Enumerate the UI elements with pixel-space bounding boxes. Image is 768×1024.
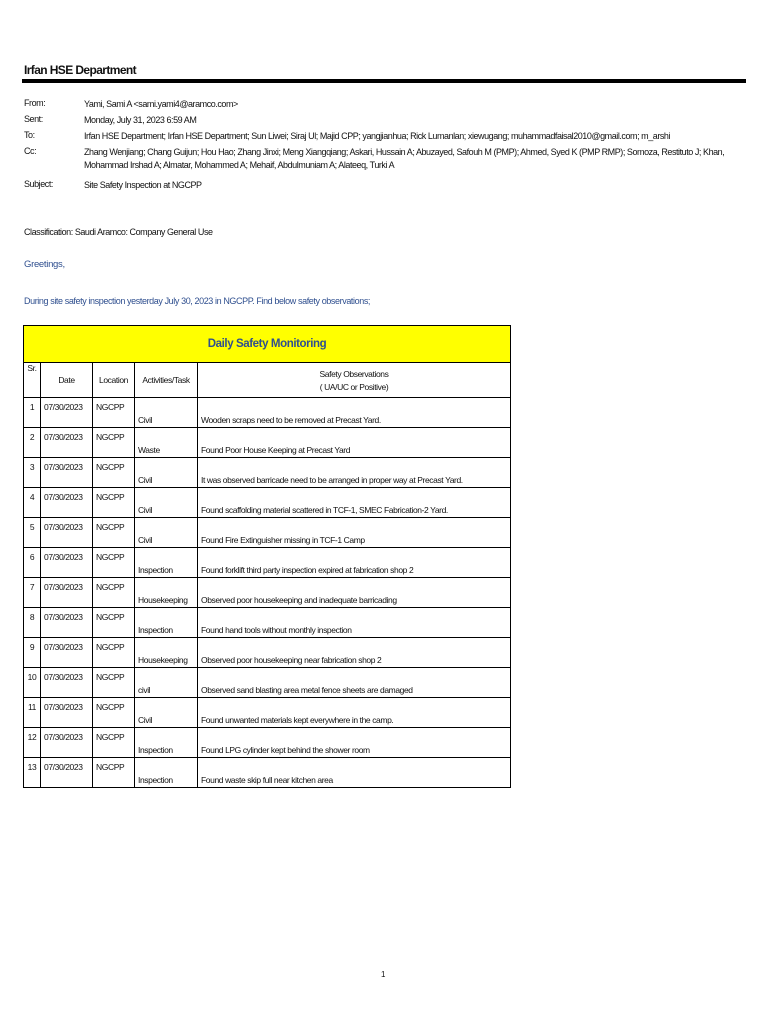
header-observation [198,363,511,398]
row-location: NGCPP [93,668,135,698]
row-activity: Housekeeping [135,638,198,668]
row-observation: Observed poor housekeeping near fabrication shop 2 [198,638,511,668]
row-date: 07/30/2023 [41,608,93,638]
to-value: Irfan HSE Department; Irfan HSE Department; Sun Liwei; Siraj Ul; Majid CPP; yangjianhua; Rick Lumanlan; xiewugang; muhammadfaisal2010@gmail.com; m_arshi [84,131,671,141]
row-sr: 8 [24,608,41,638]
row-activity: Waste [135,428,198,458]
row-date: 07/30/2023 [41,578,93,608]
row-sr: 9 [24,638,41,668]
table-row [24,458,511,488]
row-activity: Inspection [135,548,198,578]
row-activity: Housekeeping [135,578,198,608]
row-observation: Found hand tools without monthly inspection [198,608,511,638]
table-row [24,608,511,638]
row-location: NGCPP [93,518,135,548]
row-location: NGCPP [93,698,135,728]
row-date: 07/30/2023 [41,488,93,518]
row-observation: Found unwanted materials kept everywhere in the camp. [198,698,511,728]
header-activity: Activities/Task [135,363,198,398]
row-observation: Found LPG cylinder kept behind the shower room [198,728,511,758]
row-sr: 1 [24,398,41,428]
table-row [24,548,511,578]
row-date: 07/30/2023 [41,398,93,428]
table-row [24,428,511,458]
row-date: 07/30/2023 [41,458,93,488]
row-location: NGCPP [93,638,135,668]
row-activity: civil [135,668,198,698]
row-observation: It was observed barricade need to be arranged in proper way at Precast Yard. [198,458,511,488]
row-date: 07/30/2023 [41,698,93,728]
table-body [24,398,511,788]
row-observation: Found scaffolding material scattered in TCF-1, SMEC Fabrication-2 Yard. [198,488,511,518]
intro-text: During site safety inspection yesterday July 30, 2023 in NGCPP. Find below safety observations; [24,296,371,306]
row-sr: 13 [24,758,41,788]
row-date: 07/30/2023 [41,428,93,458]
cc-label: Cc: [24,146,37,156]
page-number: 1 [381,970,386,979]
table-row [24,518,511,548]
row-activity: Civil [135,698,198,728]
subject-label: Subject: [24,179,53,189]
row-observation: Found forklift third party inspection expired at fabrication shop 2 [198,548,511,578]
row-location: NGCPP [93,398,135,428]
from-label: From: [24,98,46,108]
row-observation: Observed sand blasting area metal fence sheets are damaged [198,668,511,698]
row-sr: 11 [24,698,41,728]
table-row [24,758,511,788]
row-activity: Civil [135,398,198,428]
classification-text: Classification: Saudi Aramco: Company General Use [24,227,213,237]
row-location: NGCPP [93,458,135,488]
table-row [24,488,511,518]
row-activity: Civil [135,518,198,548]
row-observation: Found Poor House Keeping at Precast Yard [198,428,511,458]
row-location: NGCPP [93,728,135,758]
safety-monitoring-table [23,325,511,788]
row-date: 07/30/2023 [41,548,93,578]
header-location: Location [93,363,135,398]
row-date: 07/30/2023 [41,518,93,548]
table-row [24,728,511,758]
row-sr: 10 [24,668,41,698]
header-observation-line2: ( UA/UC or Positive) [319,381,389,392]
row-activity: Inspection [135,728,198,758]
row-sr: 4 [24,488,41,518]
header-sr: Sr. [24,363,41,398]
table-row [24,698,511,728]
page-title: Irfan HSE Department [24,63,137,77]
to-label: To: [24,130,35,140]
cc-value: Zhang Wenjiang; Chang Guijun; Hou Hao; Zhang Jinxi; Meng Xiangqiang; Askari, Hussain A; Abuzayed, Safouh M (PMP); Ahmed, Syed K (PMP RMP); Somoza, Restituto J; Khan, Mohammad Irshad A; Almatar, Mohammed A; Mehaif, Abdulmuniam A; Alateeq, Turki A [84,147,725,170]
row-sr: 12 [24,728,41,758]
row-date: 07/30/2023 [41,758,93,788]
row-sr: 2 [24,428,41,458]
row-date: 07/30/2023 [41,668,93,698]
row-sr: 3 [24,458,41,488]
row-location: NGCPP [93,548,135,578]
row-activity: Civil [135,458,198,488]
row-activity: Civil [135,488,198,518]
table-row [24,578,511,608]
sent-label: Sent: [24,114,43,124]
row-location: NGCPP [93,428,135,458]
header-date: Date [41,363,93,398]
row-observation: Wooden scraps need to be removed at Precast Yard. [198,398,511,428]
table-row [24,398,511,428]
row-date: 07/30/2023 [41,638,93,668]
row-sr: 7 [24,578,41,608]
row-observation: Observed poor housekeeping and inadequate barricading [198,578,511,608]
row-location: NGCPP [93,608,135,638]
row-observation: Found Fire Extinguisher missing in TCF-1 Camp [198,518,511,548]
table-row [24,638,511,668]
table-row [24,668,511,698]
row-sr: 6 [24,548,41,578]
row-location: NGCPP [93,488,135,518]
table-title: Daily Safety Monitoring [24,326,511,363]
subject-value: Site Safety Inspection at NGCPP [84,180,202,190]
title-divider [22,79,746,83]
header-observation-line1: Safety Observations [319,368,389,379]
row-location: NGCPP [93,758,135,788]
sent-value: Monday, July 31, 2023 6:59 AM [84,115,197,125]
from-value: Yami, Sami A <sami.yami4@aramco.com> [84,99,238,109]
row-activity: Inspection [135,608,198,638]
row-activity: Inspection [135,758,198,788]
row-observation: Found waste skip full near kitchen area [198,758,511,788]
row-sr: 5 [24,518,41,548]
row-date: 07/30/2023 [41,728,93,758]
greeting-text: Greetings, [24,259,65,270]
row-location: NGCPP [93,578,135,608]
